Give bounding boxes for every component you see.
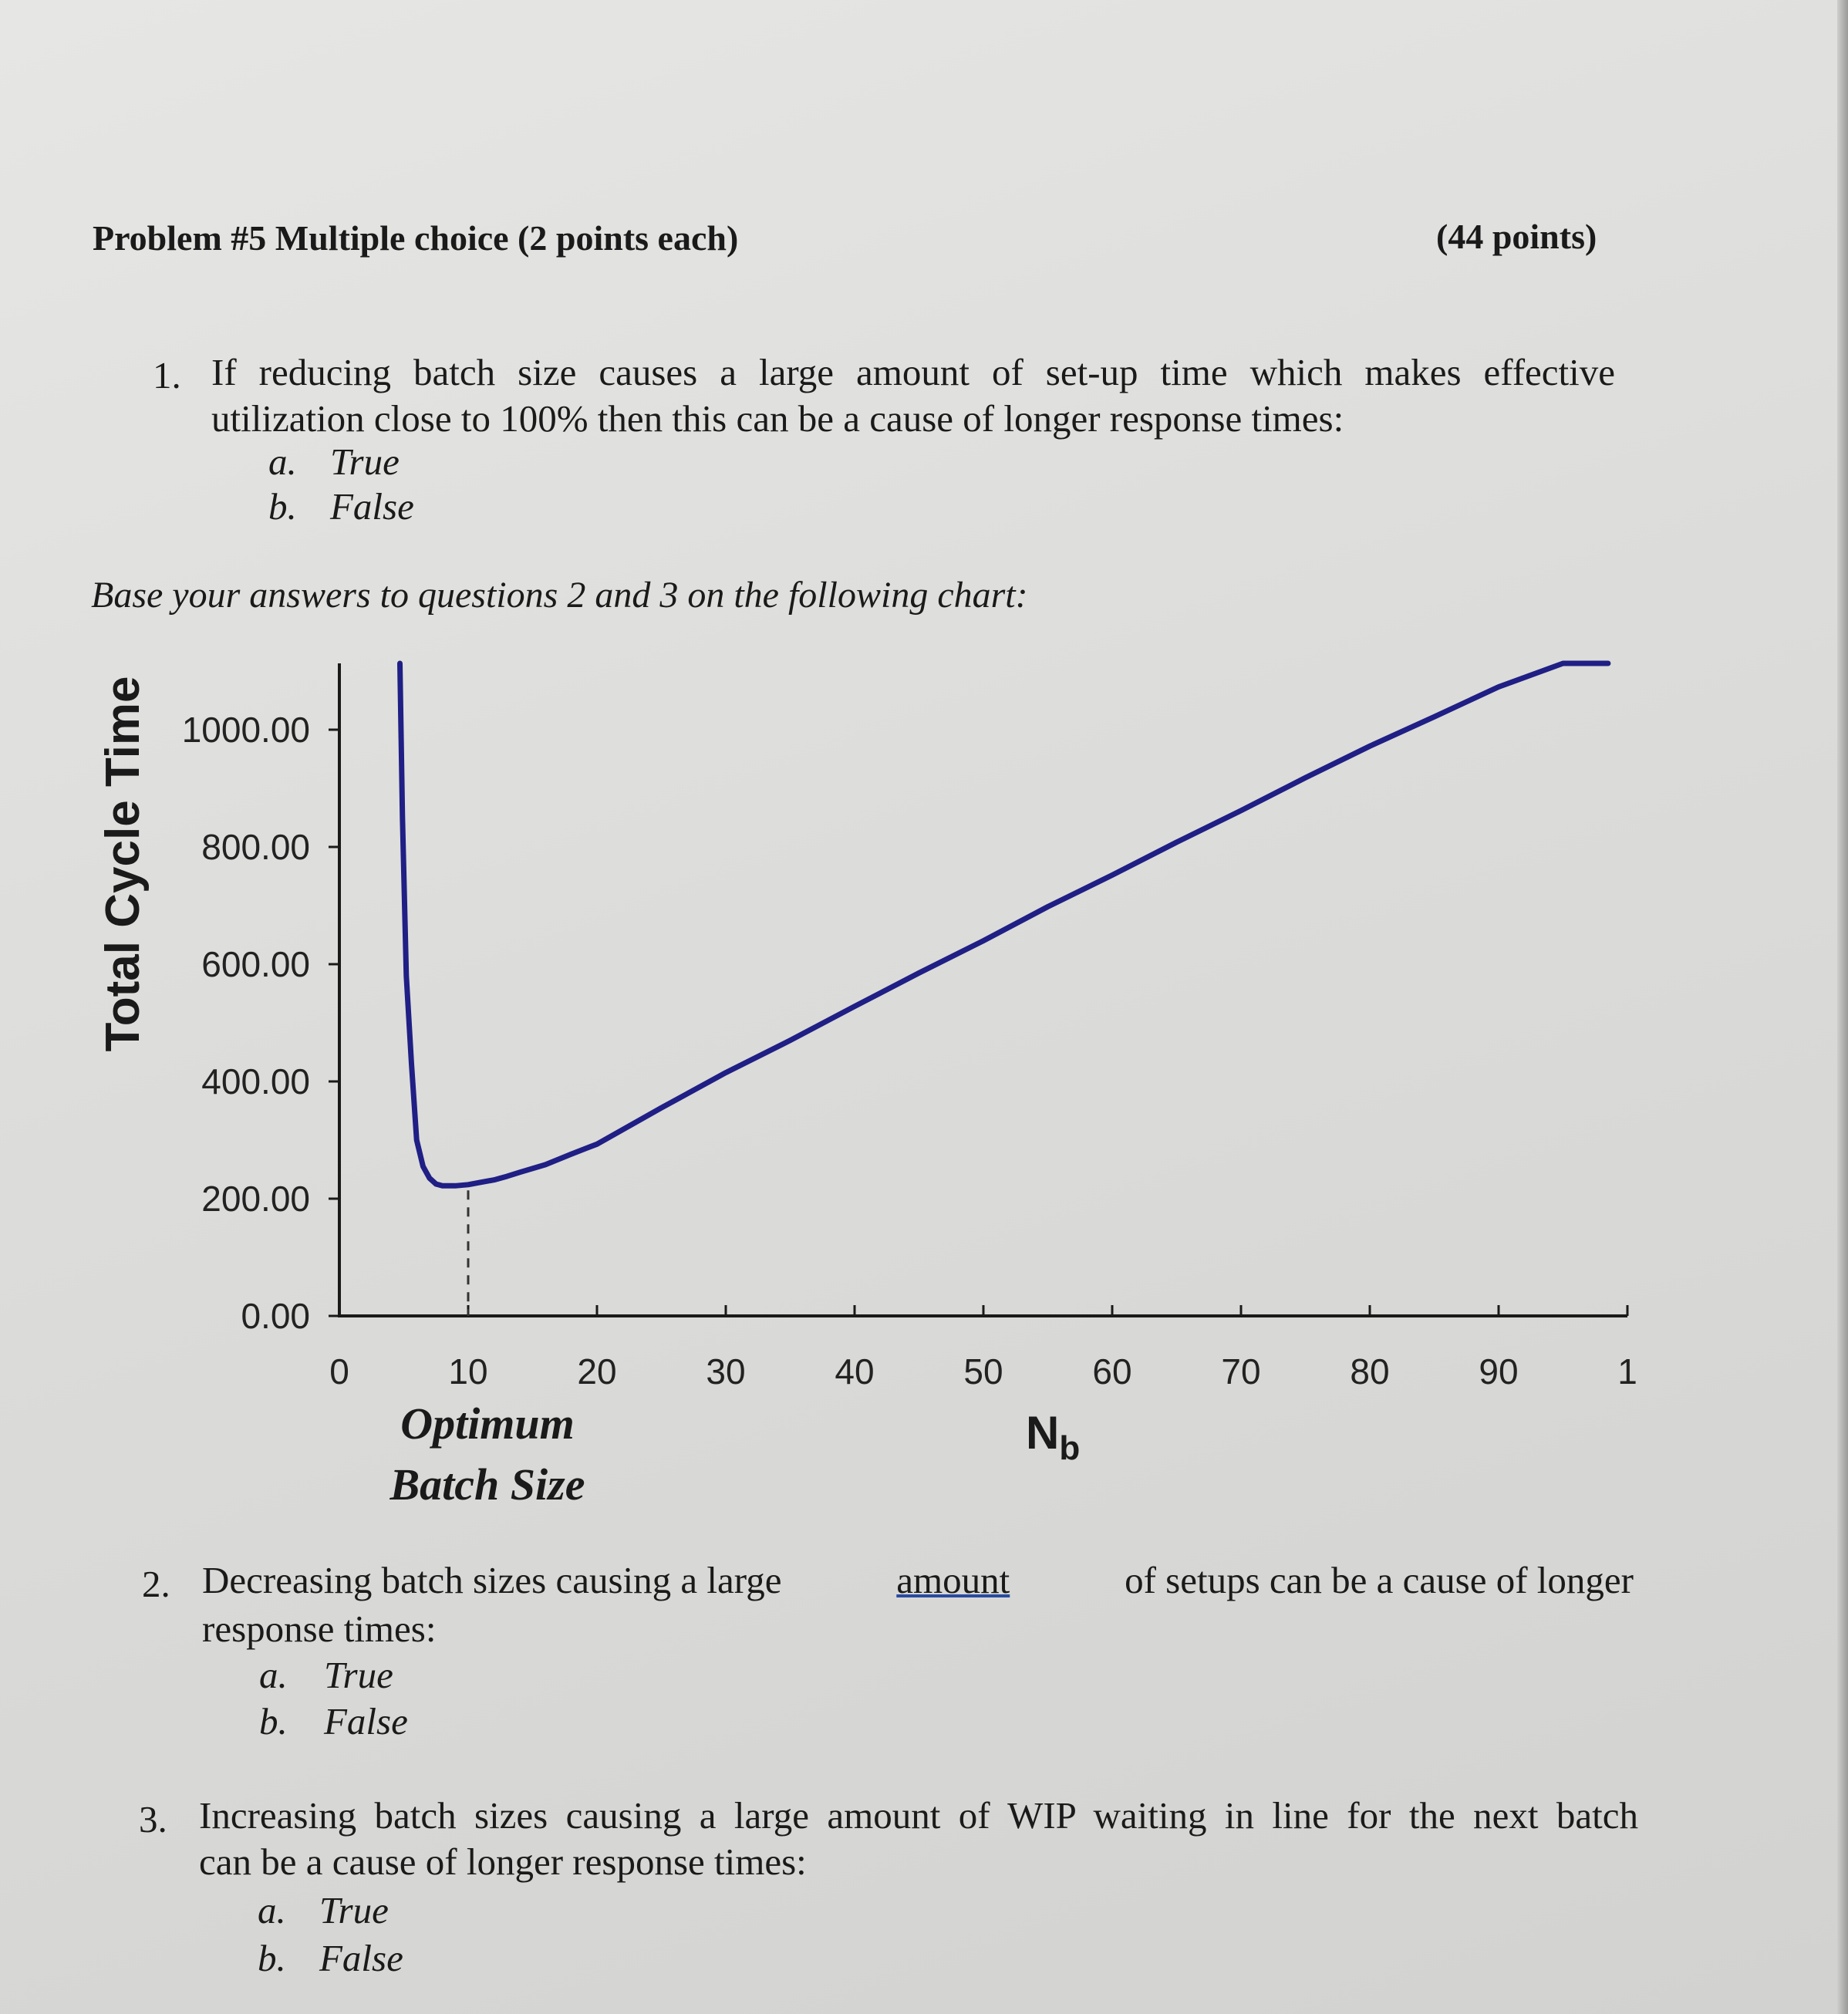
question-3-number: 3. [139, 1798, 167, 1840]
question-3-option-b[interactable]: False [319, 1937, 403, 1979]
optimum-annotation-line-2: Batch Size [389, 1459, 585, 1510]
question-3-option-a-letter: a. [258, 1889, 286, 1931]
x-axis-label [1026, 1407, 1080, 1467]
question-2-underlined-word: amount [896, 1559, 1010, 1601]
problem-title: Problem #5 Multiple choice (2 points each) [93, 218, 739, 258]
question-2-line-1 [202, 1558, 1634, 1603]
x-tick-label: 30 [706, 1351, 746, 1392]
x-axis-label-sub: b [1059, 1429, 1081, 1467]
question-1-line-2: utilization close to 100% then this can be a cause of longer response times: [211, 397, 1344, 440]
x-tick-label: 40 [835, 1351, 875, 1392]
question-2-line-2: response times: [202, 1607, 437, 1650]
series-line-total-cycle-time [400, 663, 1608, 1186]
x-tick-label: 60 [1092, 1351, 1132, 1392]
question-2-number: 2. [142, 1563, 170, 1605]
x-axis-label-main: N [1026, 1407, 1060, 1459]
question-2-line-1-before: Decreasing batch sizes causing a large [202, 1559, 782, 1601]
x-tick-label: 50 [963, 1351, 1003, 1392]
chart-axes [339, 663, 1627, 1317]
question-3-line-2: can be a cause of longer response times: [199, 1840, 807, 1883]
y-tick-label: 600.00 [201, 944, 310, 984]
question-1-line-1: If reducing batch size causes a large amount of set-up time which makes effective [211, 351, 1615, 393]
question-1-number: 1. [153, 354, 181, 396]
y-tick-label: 200.00 [201, 1179, 310, 1219]
y-tick-label: 800.00 [201, 827, 310, 867]
question-2-option-a-letter: a. [259, 1654, 288, 1696]
x-tick-label: 70 [1221, 1351, 1261, 1392]
y-tick-label: 400.00 [201, 1061, 310, 1101]
question-1-option-b-letter: b. [268, 485, 297, 528]
y-tick-label: 1000.00 [181, 710, 310, 750]
y-tick-label: 0.00 [241, 1296, 310, 1336]
question-2-option-a[interactable]: True [324, 1654, 393, 1696]
question-2-line-1-after: of setups can be a cause of longer [1125, 1559, 1634, 1601]
question-2-option-b[interactable]: False [324, 1700, 408, 1742]
x-tick-label: 20 [577, 1351, 617, 1392]
question-3-line-1-text: Increasing batch sizes causing a large amount of WIP waiting in line for the next batch [199, 1794, 1638, 1837]
x-tick-label: 1 [1617, 1351, 1637, 1392]
question-1-option-b[interactable]: False [330, 485, 414, 528]
question-1-option-a[interactable]: True [330, 440, 400, 483]
question-2-option-b-letter: b. [259, 1700, 288, 1742]
y-axis-label: Total Cycle Time [96, 676, 150, 1052]
question-3-line-1 [199, 1793, 1638, 1838]
optimum-annotation-line-1: Optimum [400, 1398, 575, 1449]
chart-intro: Base your answers to questions 2 and 3 on the following chart: [91, 575, 1028, 616]
question-3-option-b-letter: b. [258, 1937, 286, 1979]
x-tick-label: 80 [1350, 1351, 1390, 1392]
x-tick-label: 0 [329, 1351, 349, 1392]
question-3-option-a[interactable]: True [319, 1889, 389, 1931]
x-tick-label: 90 [1479, 1351, 1519, 1392]
question-1-option-a-letter: a. [268, 440, 297, 483]
problem-points: (44 points) [1436, 217, 1597, 256]
x-tick-label: 10 [448, 1351, 488, 1392]
